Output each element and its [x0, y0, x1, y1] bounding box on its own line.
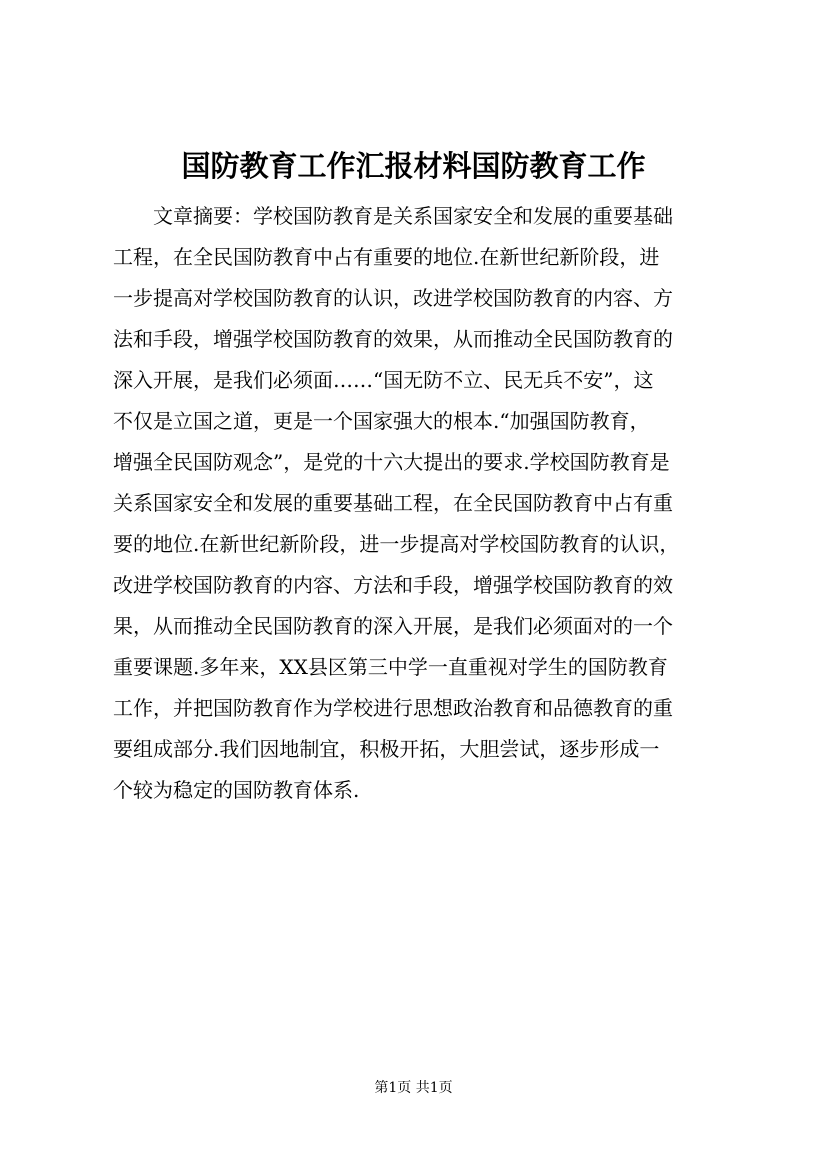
body-line: 要的地位.在新世纪新阶段，进一步提高对学校国防教育的认识，: [113, 532, 680, 556]
body-line: 工作，并把国防教育作为学校进行思想政治教育和品德教育的重: [113, 696, 673, 720]
body-line: 文章摘要：学校国防教育是关系国家安全和发展的重要基础: [153, 204, 673, 228]
body-line: 深入开展，是我们必须面……“国无防不立、民无兵不安”，这: [113, 368, 654, 392]
body-line: 要组成部分.我们因地制宜，积极开拓，大胆尝试，逐步形成一: [113, 737, 660, 761]
document-title: 国防教育工作汇报材料国防教育工作: [181, 149, 646, 183]
body-line: 果，从而推动全民国防教育的深入开展，是我们必须面对的一个: [113, 614, 673, 638]
document-body: [113, 196, 725, 811]
page-footer: 第1页 共1页: [374, 1080, 453, 1096]
body-line: 增强全民国防观念”，是党的十六大提出的要求.学校国防教育是: [113, 450, 670, 474]
body-line: 改进学校国防教育的内容、方法和手段，增强学校国防教育的效: [113, 573, 673, 597]
body-line: 一步提高对学校国防教育的认识，改进学校国防教育的内容、方: [113, 286, 673, 310]
body-line: 工程，在全民国防教育中占有重要的地位.在新世纪新阶段，进: [113, 245, 660, 269]
body-line: 法和手段，增强学校国防教育的效果，从而推动全民国防教育的: [113, 327, 673, 351]
body-line: 个较为稳定的国防教育体系.: [113, 778, 360, 802]
body-line: 重要课题.多年来，XX县区第三中学一直重视对学生的国防教育: [113, 655, 668, 679]
body-line: 关系国家安全和发展的重要基础工程，在全民国防教育中占有重: [113, 491, 673, 515]
body-line: 不仅是立国之道，更是一个国家强大的根本.“加强国防教育，: [113, 409, 650, 433]
